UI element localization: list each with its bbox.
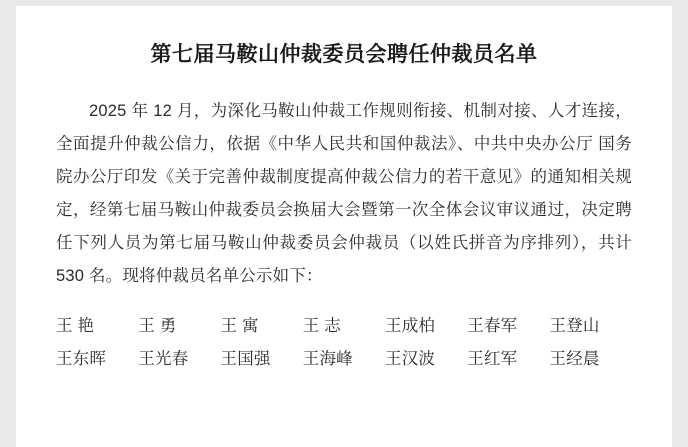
name-item: 王 艳 [56,316,95,335]
name-item: 王春军 [467,316,518,335]
document-paragraph: 2025 年 12 月，为深化马鞍山仲裁工作规则衔接、机制对接、人才连接，全面提升仲裁公信力，依据《中华人民共和国仲裁法》、中共中央办公厅 国务院办公厅印发《关于完善仲裁制度提高仲裁公信力的若干意见》的通知相关规定，经第七届马鞍山仲裁委员会换届大会暨第一次全体会议审议通过，决定聘任下列人员为第七届马鞍山仲裁委员会仲裁员（以姓氏拼音为序排列），共计 530 名。现将仲裁员名单公示如下： [56,102,632,286]
name-item: 王光春 [138,349,189,368]
name-row [56,310,632,343]
name-item: 王红军 [467,349,518,368]
name-item: 王 勇 [138,316,177,335]
name-item: 王国强 [220,349,271,368]
name-item: 王 志 [302,316,341,335]
name-row [56,343,632,376]
name-item: 王经晨 [549,349,600,368]
page-right-margin [672,0,688,447]
name-item: 王成柏 [385,316,436,335]
arbitrator-name-list [56,310,632,376]
name-item: 王东晖 [56,349,107,368]
page-title: 第七届马鞍山仲裁委员会聘任仲裁员名单 [150,43,538,66]
name-item: 王汉波 [385,349,436,368]
name-item: 王海峰 [302,349,353,368]
name-item: 王登山 [549,316,600,335]
name-item: 王 寓 [220,316,259,335]
page-left-margin [0,0,16,447]
document-page [16,6,672,447]
